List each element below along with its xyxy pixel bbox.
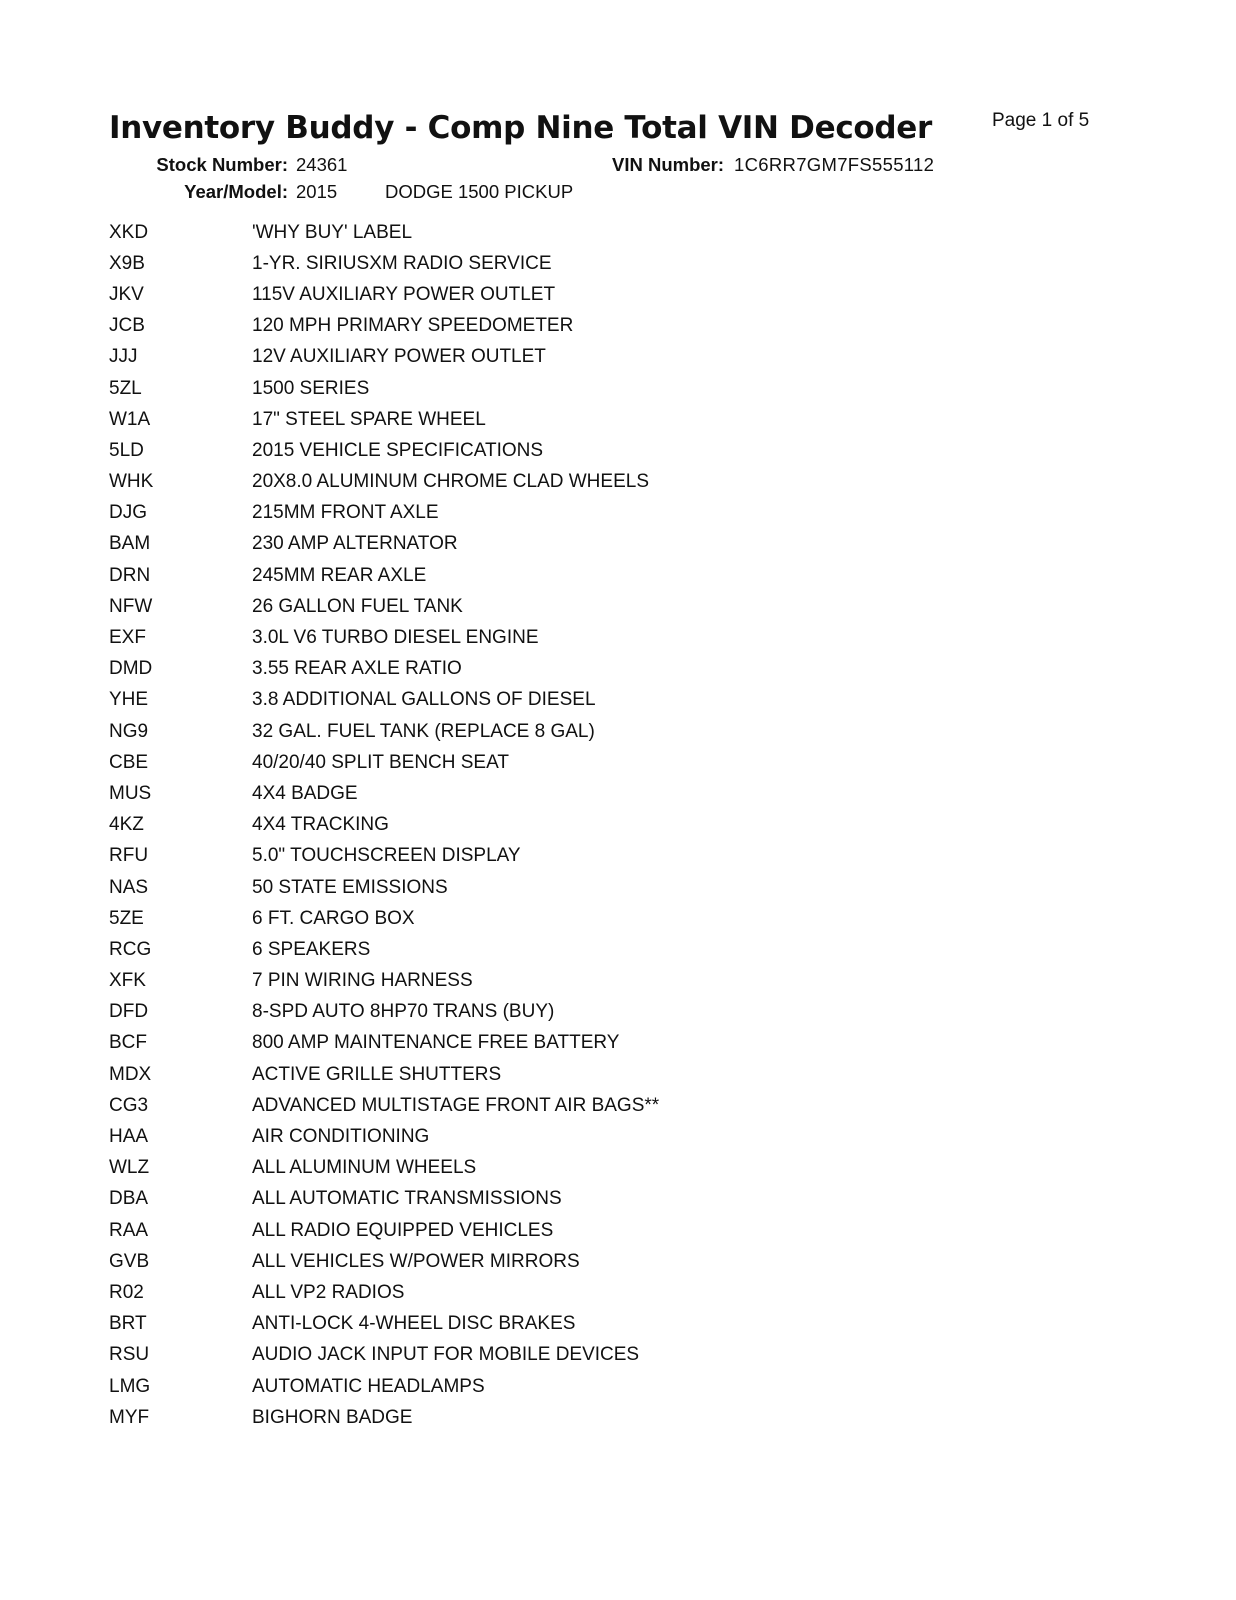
list-item xyxy=(109,747,1009,778)
option-code: BAM xyxy=(109,533,151,555)
list-item xyxy=(109,1309,1009,1340)
option-code: 5LD xyxy=(109,439,144,461)
option-description: 215MM FRONT AXLE xyxy=(252,502,439,524)
list-item xyxy=(109,591,1009,622)
option-description: ALL VP2 RADIOS xyxy=(252,1281,405,1303)
option-description: 3.0L V6 TURBO DIESEL ENGINE xyxy=(252,627,539,649)
vin-number-field xyxy=(612,153,934,177)
list-item xyxy=(109,1028,1009,1059)
list-item xyxy=(109,529,1009,560)
option-code: JJJ xyxy=(109,346,138,368)
option-description: 800 AMP MAINTENANCE FREE BATTERY xyxy=(252,1032,620,1054)
year-value: 2015 xyxy=(296,181,338,202)
list-item xyxy=(109,311,1009,342)
option-code: DRN xyxy=(109,564,151,586)
option-code: JCB xyxy=(109,315,145,337)
list-item xyxy=(109,872,1009,903)
option-description: ACTIVE GRILLE SHUTTERS xyxy=(252,1063,502,1085)
option-code: WLZ xyxy=(109,1157,150,1179)
list-item xyxy=(109,997,1009,1028)
option-code: X9B xyxy=(109,252,145,274)
option-description: 1-YR. SIRIUSXM RADIO SERVICE xyxy=(252,252,552,274)
option-description: 2015 VEHICLE SPECIFICATIONS xyxy=(252,439,544,461)
option-description: AUTOMATIC HEADLAMPS xyxy=(252,1375,485,1397)
option-code: DMD xyxy=(109,658,153,680)
option-description: 115V AUXILIARY POWER OUTLET xyxy=(252,283,556,305)
stock-number-label: Stock Number: xyxy=(156,154,288,175)
option-description: 4X4 BADGE xyxy=(252,782,358,804)
option-description: 12V AUXILIARY POWER OUTLET xyxy=(252,346,546,368)
option-description: AIR CONDITIONING xyxy=(252,1126,430,1148)
option-code: YHE xyxy=(109,689,149,711)
list-item xyxy=(109,1340,1009,1371)
option-code: BRT xyxy=(109,1313,147,1335)
option-code-list xyxy=(109,217,1009,1433)
list-item xyxy=(109,248,1009,279)
option-description: 120 MPH PRIMARY SPEEDOMETER xyxy=(252,315,574,337)
option-code: HAA xyxy=(109,1126,149,1148)
option-description: 230 AMP ALTERNATOR xyxy=(252,533,458,555)
option-code: NFW xyxy=(109,595,153,617)
list-item xyxy=(109,622,1009,653)
option-code: RSU xyxy=(109,1344,150,1366)
option-description: 40/20/40 SPLIT BENCH SEAT xyxy=(252,751,509,773)
option-code: XFK xyxy=(109,970,146,992)
list-item xyxy=(109,1277,1009,1308)
list-item xyxy=(109,404,1009,435)
option-description: ALL RADIO EQUIPPED VEHICLES xyxy=(252,1219,554,1241)
list-item xyxy=(109,716,1009,747)
option-description: 5.0" TOUCHSCREEN DISPLAY xyxy=(252,845,521,867)
option-description: 4X4 TRACKING xyxy=(252,814,389,836)
option-description: 26 GALLON FUEL TANK xyxy=(252,595,463,617)
option-code: CBE xyxy=(109,751,149,773)
option-description: ALL AUTOMATIC TRANSMISSIONS xyxy=(252,1188,562,1210)
option-description: 'WHY BUY' LABEL xyxy=(252,221,413,243)
list-item xyxy=(109,560,1009,591)
list-item xyxy=(109,654,1009,685)
option-code: WHK xyxy=(109,471,154,493)
option-description: 50 STATE EMISSIONS xyxy=(252,876,448,898)
option-code: LMG xyxy=(109,1375,151,1397)
option-description: ALL ALUMINUM WHEELS xyxy=(252,1157,477,1179)
list-item xyxy=(109,1121,1009,1152)
list-item xyxy=(109,373,1009,404)
list-item xyxy=(109,1215,1009,1246)
option-code: W1A xyxy=(109,408,151,430)
list-item xyxy=(109,685,1009,716)
year-model-field xyxy=(147,180,574,204)
option-description: BIGHORN BADGE xyxy=(252,1406,413,1428)
option-description: 20X8.0 ALUMINUM CHROME CLAD WHEELS xyxy=(252,471,649,493)
vin-number-value: 1C6RR7GM7FS555112 xyxy=(734,154,935,175)
option-code: DFD xyxy=(109,1001,149,1023)
option-description: 32 GAL. FUEL TANK (REPLACE 8 GAL) xyxy=(252,720,595,742)
list-item xyxy=(109,966,1009,997)
option-code: R02 xyxy=(109,1281,144,1303)
list-item xyxy=(109,467,1009,498)
model-value: DODGE 1500 PICKUP xyxy=(385,181,574,202)
list-item xyxy=(109,1402,1009,1433)
option-code: NG9 xyxy=(109,720,149,742)
option-description: 8-SPD AUTO 8HP70 TRANS (BUY) xyxy=(252,1001,555,1023)
stock-number-field xyxy=(147,153,347,177)
option-description: 3.55 REAR AXLE RATIO xyxy=(252,658,462,680)
option-description: 7 PIN WIRING HARNESS xyxy=(252,970,473,992)
list-item xyxy=(109,498,1009,529)
option-description: 6 FT. CARGO BOX xyxy=(252,907,415,929)
list-item xyxy=(109,1371,1009,1402)
list-item xyxy=(109,217,1009,248)
page-number: Page 1 of 5 xyxy=(992,110,1090,131)
option-description: ADVANCED MULTISTAGE FRONT AIR BAGS** xyxy=(252,1094,660,1116)
list-item xyxy=(109,279,1009,310)
list-item xyxy=(109,934,1009,965)
list-item xyxy=(109,342,1009,373)
list-item xyxy=(109,1184,1009,1215)
list-item xyxy=(109,810,1009,841)
vin-number-label: VIN Number: xyxy=(612,154,725,175)
option-code: CG3 xyxy=(109,1094,149,1116)
option-description: ALL VEHICLES W/POWER MIRRORS xyxy=(252,1250,580,1272)
year-model-label: Year/Model: xyxy=(184,181,288,202)
option-code: DJG xyxy=(109,502,147,524)
list-item xyxy=(109,435,1009,466)
option-description: 3.8 ADDITIONAL GALLONS OF DIESEL xyxy=(252,689,596,711)
option-code: XKD xyxy=(109,221,149,243)
list-item xyxy=(109,778,1009,809)
option-code: NAS xyxy=(109,876,149,898)
option-code: 5ZL xyxy=(109,377,142,399)
option-description: 17" STEEL SPARE WHEEL xyxy=(252,408,486,430)
option-code: DBA xyxy=(109,1188,149,1210)
list-item xyxy=(109,1153,1009,1184)
option-code: MDX xyxy=(109,1063,152,1085)
stock-number-value: 24361 xyxy=(296,154,348,175)
option-code: BCF xyxy=(109,1032,147,1054)
option-code: 4KZ xyxy=(109,814,144,836)
option-code: RFU xyxy=(109,845,149,867)
option-code: EXF xyxy=(109,627,146,649)
list-item xyxy=(109,1059,1009,1090)
option-description: 245MM REAR AXLE xyxy=(252,564,427,586)
option-code: MUS xyxy=(109,782,152,804)
option-description: AUDIO JACK INPUT FOR MOBILE DEVICES xyxy=(252,1344,640,1366)
option-description: ANTI-LOCK 4-WHEEL DISC BRAKES xyxy=(252,1313,576,1335)
list-item xyxy=(109,1090,1009,1121)
option-code: GVB xyxy=(109,1250,150,1272)
option-code: RCG xyxy=(109,938,152,960)
option-code: MYF xyxy=(109,1406,150,1428)
option-description: 6 SPEAKERS xyxy=(252,938,371,960)
page-title: Inventory Buddy - Comp Nine Total VIN Decoder xyxy=(109,110,933,146)
list-item xyxy=(109,841,1009,872)
option-code: 5ZE xyxy=(109,907,144,929)
list-item xyxy=(109,903,1009,934)
option-description: 1500 SERIES xyxy=(252,377,370,399)
list-item xyxy=(109,1246,1009,1277)
option-code: JKV xyxy=(109,283,144,305)
option-code: RAA xyxy=(109,1219,149,1241)
